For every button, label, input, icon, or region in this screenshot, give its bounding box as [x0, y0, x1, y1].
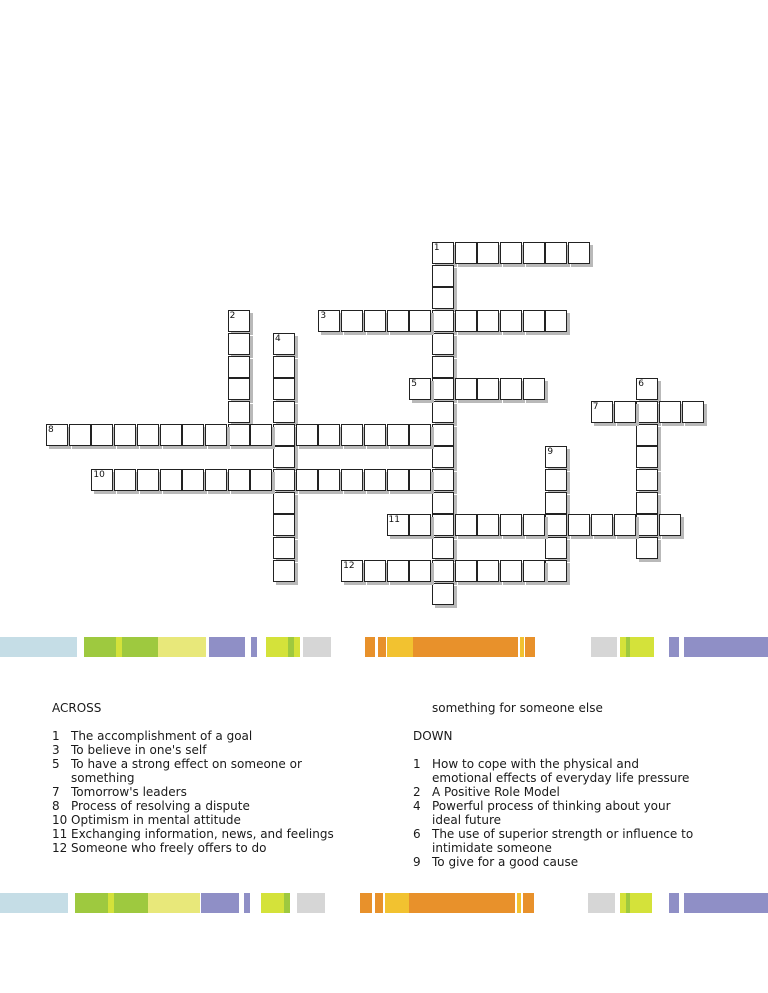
stripe-segment — [669, 637, 679, 657]
grid-cell[interactable] — [432, 514, 454, 536]
grid-cell[interactable] — [160, 469, 182, 491]
down-clue-list — [413, 757, 697, 869]
grid-cell[interactable] — [545, 560, 567, 582]
clue-number: 12 — [343, 560, 355, 571]
grid-cell[interactable] — [205, 424, 227, 446]
grid-cell[interactable] — [273, 514, 295, 536]
grid-cell[interactable] — [636, 424, 658, 446]
stripe-segment — [520, 637, 524, 657]
grid-cell[interactable] — [114, 469, 136, 491]
grid-cell[interactable] — [432, 560, 454, 582]
clue-item-number: 2 — [413, 785, 421, 799]
down-heading: DOWN — [413, 729, 453, 743]
clue-item-number: 1 — [52, 729, 60, 743]
grid-cell[interactable] — [432, 378, 454, 400]
clue-item — [52, 743, 341, 757]
grid-cell[interactable] — [273, 378, 295, 400]
grid-cell[interactable] — [432, 265, 454, 287]
clue-number: 10 — [93, 470, 105, 480]
grid-cell[interactable] — [523, 378, 545, 400]
grid-cell[interactable] — [228, 333, 250, 355]
grid-cell[interactable] — [364, 424, 386, 446]
clue-item-number: 4 — [413, 799, 421, 813]
grid-cell[interactable] — [636, 469, 658, 491]
grid-cell[interactable] — [432, 310, 454, 332]
stripe-segment — [148, 893, 200, 913]
grid-cell[interactable] — [455, 514, 477, 536]
grid-cell[interactable] — [591, 514, 613, 536]
grid-cell[interactable] — [364, 310, 386, 332]
clue-item-text: To have a strong effect on someone or something — [71, 757, 302, 785]
grid-cell[interactable] — [228, 378, 250, 400]
grid-cell[interactable] — [477, 514, 499, 536]
grid-cell[interactable] — [523, 242, 545, 264]
stripe-segment — [378, 637, 386, 657]
grid-cell[interactable] — [409, 560, 431, 582]
stripe-segment — [209, 637, 245, 657]
grid-cell[interactable] — [387, 424, 409, 446]
stripe-segment — [244, 893, 250, 913]
grid-cell[interactable] — [682, 401, 704, 423]
stripe-segment — [158, 637, 206, 657]
grid-cell[interactable] — [387, 560, 409, 582]
stripe-segment — [669, 893, 679, 913]
stripe-segment — [288, 637, 294, 657]
grid-cell[interactable] — [477, 310, 499, 332]
grid-cell[interactable] — [432, 469, 454, 491]
grid-cell[interactable] — [432, 537, 454, 559]
stripe-segment — [385, 893, 409, 913]
grid-cell[interactable] — [614, 514, 636, 536]
grid-cell[interactable] — [273, 424, 295, 446]
grid-cell[interactable] — [614, 401, 636, 423]
decorative-stripe-bottom — [0, 893, 768, 913]
stripe-segment — [409, 893, 515, 913]
grid-cell[interactable] — [273, 356, 295, 378]
stripe-segment — [525, 637, 535, 657]
grid-cell[interactable] — [500, 242, 522, 264]
clue-item — [413, 827, 697, 855]
stripe-segment — [630, 637, 654, 657]
clue-number: 6 — [638, 379, 644, 390]
clues-column-right — [413, 701, 697, 869]
grid-cell[interactable] — [250, 424, 272, 446]
grid-cell[interactable] — [545, 492, 567, 514]
stripe-segment — [523, 893, 534, 913]
grid-cell[interactable] — [432, 356, 454, 378]
stripe-segment — [251, 637, 257, 657]
stripe-segment — [201, 893, 239, 913]
clue-number: 7 — [592, 401, 599, 412]
stripe-segment — [588, 893, 615, 913]
decorative-stripe-top — [0, 637, 768, 657]
grid-cell[interactable] — [228, 469, 250, 491]
stripe-segment — [284, 893, 290, 913]
clue-item — [52, 785, 341, 799]
grid-cell[interactable] — [477, 560, 499, 582]
clue-item — [52, 757, 341, 785]
clue-item — [413, 757, 697, 785]
clue-item — [52, 799, 341, 813]
grid-cell[interactable] — [296, 424, 318, 446]
grid-cell[interactable] — [659, 401, 681, 423]
stripe-segment — [375, 893, 383, 913]
clue-item-text: Someone who freely offers to do — [71, 841, 267, 855]
stripe-segment — [122, 637, 158, 657]
grid-cell[interactable] — [500, 560, 522, 582]
grid-cell[interactable] — [636, 492, 658, 514]
grid-cell[interactable] — [523, 514, 545, 536]
grid-cell[interactable] — [296, 469, 318, 491]
clue-number: 3 — [320, 311, 327, 322]
grid-cell[interactable] — [318, 424, 340, 446]
clue-item-text: A Positive Role Model — [432, 785, 560, 799]
clue-item-number: 7 — [52, 785, 60, 799]
grid-cell[interactable] — [477, 378, 499, 400]
grid-cell[interactable] — [387, 469, 409, 491]
clue-item-text: Powerful process of thinking about your ideal future — [432, 799, 671, 827]
stripe-segment — [684, 893, 768, 913]
clue-item-number: 12 — [52, 841, 68, 855]
grid-cell[interactable] — [182, 424, 204, 446]
stripe-segment — [0, 637, 77, 657]
across-clue-list — [52, 729, 341, 855]
clue-item — [413, 855, 697, 869]
stripe-segment — [297, 893, 325, 913]
grid-cell[interactable] — [409, 424, 431, 446]
clue-item — [413, 799, 697, 827]
grid-cell[interactable] — [228, 356, 250, 378]
clue-number: 11 — [388, 515, 400, 526]
grid-cell[interactable] — [477, 242, 499, 264]
clue-number: 1 — [433, 243, 440, 253]
stripe-segment — [684, 637, 768, 657]
stripe-segment — [517, 893, 521, 913]
clue-item-number: 6 — [413, 827, 421, 841]
stripe-segment — [387, 637, 413, 657]
stripe-segment — [0, 893, 68, 913]
grid-cell[interactable] — [273, 492, 295, 514]
across-heading: ACROSS — [52, 701, 102, 715]
grid-cell[interactable] — [659, 514, 681, 536]
grid-cell[interactable] — [273, 446, 295, 468]
stripe-segment — [413, 637, 518, 657]
grid-cell[interactable] — [636, 514, 658, 536]
grid-cell[interactable] — [545, 469, 567, 491]
grid-cell[interactable] — [432, 583, 454, 605]
grid-cell[interactable] — [523, 560, 545, 582]
clue-item-text: Tomorrow's leaders — [71, 785, 187, 799]
grid-cell[interactable] — [250, 469, 272, 491]
grid-cell[interactable] — [636, 446, 658, 468]
stripe-segment — [591, 637, 617, 657]
clue-item-text: The accomplishment of a goal — [71, 729, 253, 743]
grid-cell[interactable] — [182, 469, 204, 491]
grid-cell[interactable] — [114, 424, 136, 446]
clue-item-text: The use of superior strength or influence to intimidate someone — [432, 827, 694, 855]
clues-column-left — [52, 701, 341, 855]
grid-cell[interactable] — [568, 514, 590, 536]
clue-item-text: How to cope with the physical and emotional effects of everyday life pressure — [432, 757, 690, 785]
grid-cell[interactable] — [228, 401, 250, 423]
grid-cell[interactable] — [432, 446, 454, 468]
grid-cell[interactable] — [545, 514, 567, 536]
clue-item-text: Process of resolving a dispute — [71, 799, 250, 813]
grid-cell[interactable] — [432, 424, 454, 446]
grid-cell[interactable] — [409, 469, 431, 491]
grid-cell[interactable] — [273, 469, 295, 491]
grid-cell[interactable] — [432, 492, 454, 514]
grid-cell[interactable] — [409, 514, 431, 536]
clue-item-number: 9 — [413, 855, 421, 869]
clue-item — [52, 841, 341, 855]
clue-item-text: To give for a good cause — [432, 855, 579, 869]
grid-cell[interactable] — [137, 424, 159, 446]
grid-cell[interactable] — [523, 310, 545, 332]
grid-cell[interactable] — [387, 310, 409, 332]
stripe-segment — [266, 637, 300, 657]
stripe-segment — [114, 893, 148, 913]
grid-cell[interactable] — [432, 333, 454, 355]
clue-item-number: 1 — [413, 757, 421, 771]
clue-item-number: 5 — [52, 757, 60, 771]
clue-item-text: To believe in one's self — [71, 743, 207, 757]
clue-item — [52, 729, 341, 743]
grid-cell[interactable] — [500, 378, 522, 400]
grid-cell[interactable] — [318, 469, 340, 491]
grid-cell[interactable] — [636, 401, 658, 423]
grid-cell[interactable] — [91, 424, 113, 446]
stripe-segment — [303, 637, 331, 657]
stripe-segment — [75, 893, 108, 913]
stripe-segment — [360, 893, 372, 913]
grid-cell[interactable] — [432, 401, 454, 423]
grid-cell[interactable] — [273, 537, 295, 559]
grid-cell[interactable] — [455, 560, 477, 582]
grid-cell[interactable] — [341, 310, 363, 332]
grid-cell[interactable] — [364, 560, 386, 582]
clue-item-text: Exchanging information, news, and feelings — [71, 827, 334, 841]
grid-cell[interactable] — [455, 310, 477, 332]
clue-item-number: 3 — [52, 743, 60, 757]
grid-cell[interactable] — [341, 424, 363, 446]
clue-item — [52, 813, 341, 827]
grid-cell[interactable] — [137, 469, 159, 491]
grid-cell[interactable] — [273, 560, 295, 582]
grid-cell[interactable] — [432, 287, 454, 309]
clue-number: 4 — [275, 333, 281, 344]
grid-cell[interactable] — [160, 424, 182, 446]
stripe-segment — [365, 637, 375, 657]
clue-item-number: 10 — [52, 813, 68, 827]
grid-cell[interactable] — [636, 537, 658, 559]
clue-number: 2 — [229, 311, 236, 322]
clue-item-number: 11 — [52, 827, 68, 841]
clue-number: 8 — [48, 424, 54, 435]
grid-cell[interactable] — [341, 469, 363, 491]
grid-cell[interactable] — [455, 378, 477, 400]
grid-cell[interactable] — [545, 242, 567, 264]
across-clue-continuation: something for someone else — [432, 701, 603, 715]
clue-number: 9 — [547, 447, 554, 458]
grid-cell[interactable] — [273, 401, 295, 423]
grid-cell[interactable] — [568, 242, 590, 264]
grid-cell[interactable] — [455, 242, 477, 264]
grid-cell[interactable] — [500, 514, 522, 536]
clue-item — [52, 827, 341, 841]
stripe-segment — [630, 893, 652, 913]
grid-cell[interactable] — [500, 310, 522, 332]
grid-cell[interactable] — [364, 469, 386, 491]
grid-cell[interactable] — [205, 469, 227, 491]
grid-cell[interactable] — [545, 310, 567, 332]
clue-number: 5 — [411, 379, 417, 390]
clue-item-number: 8 — [52, 799, 60, 813]
grid-cell[interactable] — [409, 310, 431, 332]
clue-item — [413, 785, 697, 799]
grid-cell[interactable] — [69, 424, 91, 446]
grid-cell[interactable] — [545, 537, 567, 559]
clue-item-text: Optimism in mental attitude — [71, 813, 241, 827]
grid-cell[interactable] — [228, 424, 250, 446]
